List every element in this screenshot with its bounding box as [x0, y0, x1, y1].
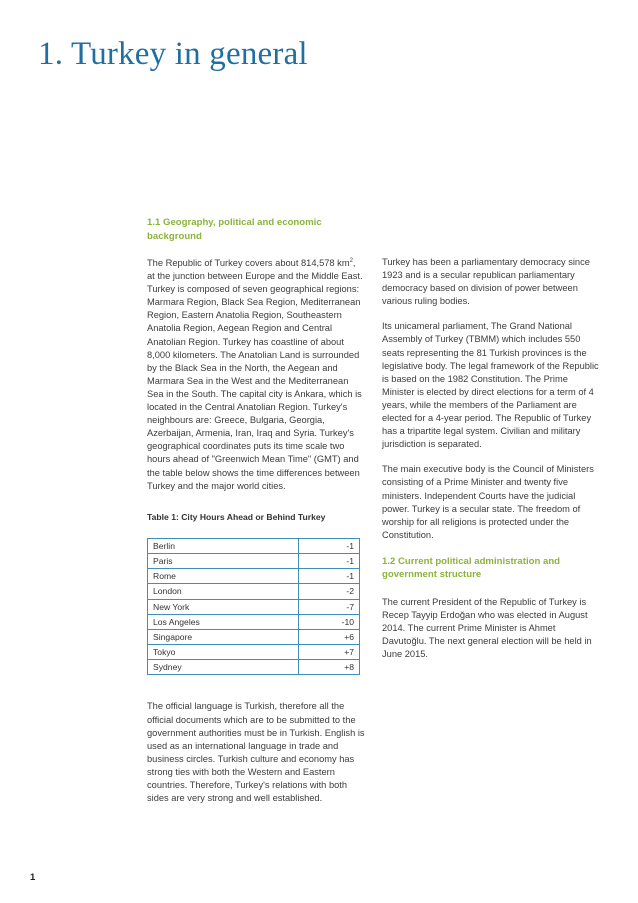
city-name-cell: Paris — [148, 553, 299, 568]
hour-difference-cell: +6 — [298, 629, 359, 644]
city-time-table — [147, 538, 360, 676]
city-name-cell: Rome — [148, 569, 299, 584]
left-column — [147, 216, 365, 805]
city-name-cell: Tokyo — [148, 645, 299, 660]
democracy-paragraph: Turkey has been a parliamentary democracy since 1923 and is a secular republican parliamentary democracy based on division of power between various ruling bodies. — [382, 257, 590, 307]
table-row — [148, 569, 360, 584]
hour-difference-cell: +7 — [298, 645, 359, 660]
table-caption: Table 1: City Hours Ahead or Behind Turkey — [147, 511, 326, 522]
page-number: 1 — [30, 872, 36, 883]
hour-difference-cell: -10 — [298, 614, 359, 629]
city-name-cell: New York — [148, 599, 299, 614]
administration-paragraph: The current President of the Republic of Turkey is Recep Tayyip Erdoğan who was elected in August 2014. The current Prime Minister is Ahmet Davutoğlu. The next general election will be held in June 2015. — [382, 596, 592, 660]
table-row — [148, 629, 360, 644]
hour-difference-cell: -1 — [298, 553, 359, 568]
table-row — [148, 645, 360, 660]
table-row — [148, 660, 360, 675]
geography-paragraph — [147, 257, 365, 493]
city-name-cell: Sydney — [148, 660, 299, 675]
hour-difference-cell: -7 — [298, 599, 359, 614]
page-title: 1. Turkey in general — [38, 36, 308, 72]
table-row — [148, 599, 360, 614]
hour-difference-cell: -2 — [298, 584, 359, 599]
language-paragraph: The official language is Turkish, therefore all the official documents which are to be submitted to the government authorities must be in Turkish. English is used as an international language in trade and business circles. Turkish culture and economy has strong ties with both the Western and Eastern countries. Therefore, Turkey's relations with both sides are very strong and well established. — [147, 701, 365, 804]
city-name-cell: Los Angeles — [148, 614, 299, 629]
section-1-2-heading: 1.2 Current political administration and government structure — [382, 555, 561, 581]
hour-difference-cell: -1 — [298, 569, 359, 584]
table-row — [148, 614, 360, 629]
table-row — [148, 538, 360, 553]
parliament-paragraph: Its unicameral parliament, The Grand National Assembly of Turkey (TBMM) which includes 550 seats representing the 81 Turkish provinces is the legislative body. The legal framework of the Republic is based on the 1982 Constitution. The Prime Minister is elected by direct elections for a term of 4 years, while the members of the Parliament are elected for a 4-year period. The Republic of Turkey has a tripartite legal system. Civilian and military jurisdiction is separated. — [382, 321, 599, 450]
hour-difference-cell: -1 — [298, 538, 359, 553]
table-row — [148, 584, 360, 599]
right-column — [382, 256, 600, 661]
city-name-cell: Berlin — [148, 538, 299, 553]
executive-paragraph: The main executive body is the Council of Ministers consisting of a Prime Minister and twenty five ministers. Independent Courts have the judicial power. Turkey is a secular state. The freedom of worship for all religions is protected under the Constitution. — [382, 464, 594, 540]
area-unit-superscript: 2 — [349, 257, 353, 264]
section-1-1-heading: 1.1 Geography, political and economic background — [147, 217, 322, 242]
city-name-cell: Singapore — [148, 629, 299, 644]
geography-text-b: , at the junction between Europe and the Middle East. Turkey is composed of seven geographical regions: Marmara Region, Black Sea Region, Mediterranean Region, Eastern Anatolia Region, Southeastern Anatolia Region, Aegean Region and Central Anatolian Region. Turkey has coastline of about 8,000 kilometers. The Anatolian Land is surrounded by the Black Sea in the North, the Aegean and Marmara Sea in the West and the Mediterranean Sea in the South. The capital city is Ankara, which is located in the Central Anatolian Region. Turkey's neighbours are: Greece, Bulgaria, Georgia, Azerbaijan, Armenia, Iran, Iraq and Syria. Turkey's geographical coordinates puts its time scale two hours ahead of "Greenwich Mean Time" (GMT) and the table below shows the time differences between Turkey and the major world cities. — [147, 258, 363, 491]
city-name-cell: London — [148, 584, 299, 599]
table-row — [148, 553, 360, 568]
geography-text-a: The Republic of Turkey covers about 814,578 km — [147, 258, 350, 268]
hour-difference-cell: +8 — [298, 660, 359, 675]
